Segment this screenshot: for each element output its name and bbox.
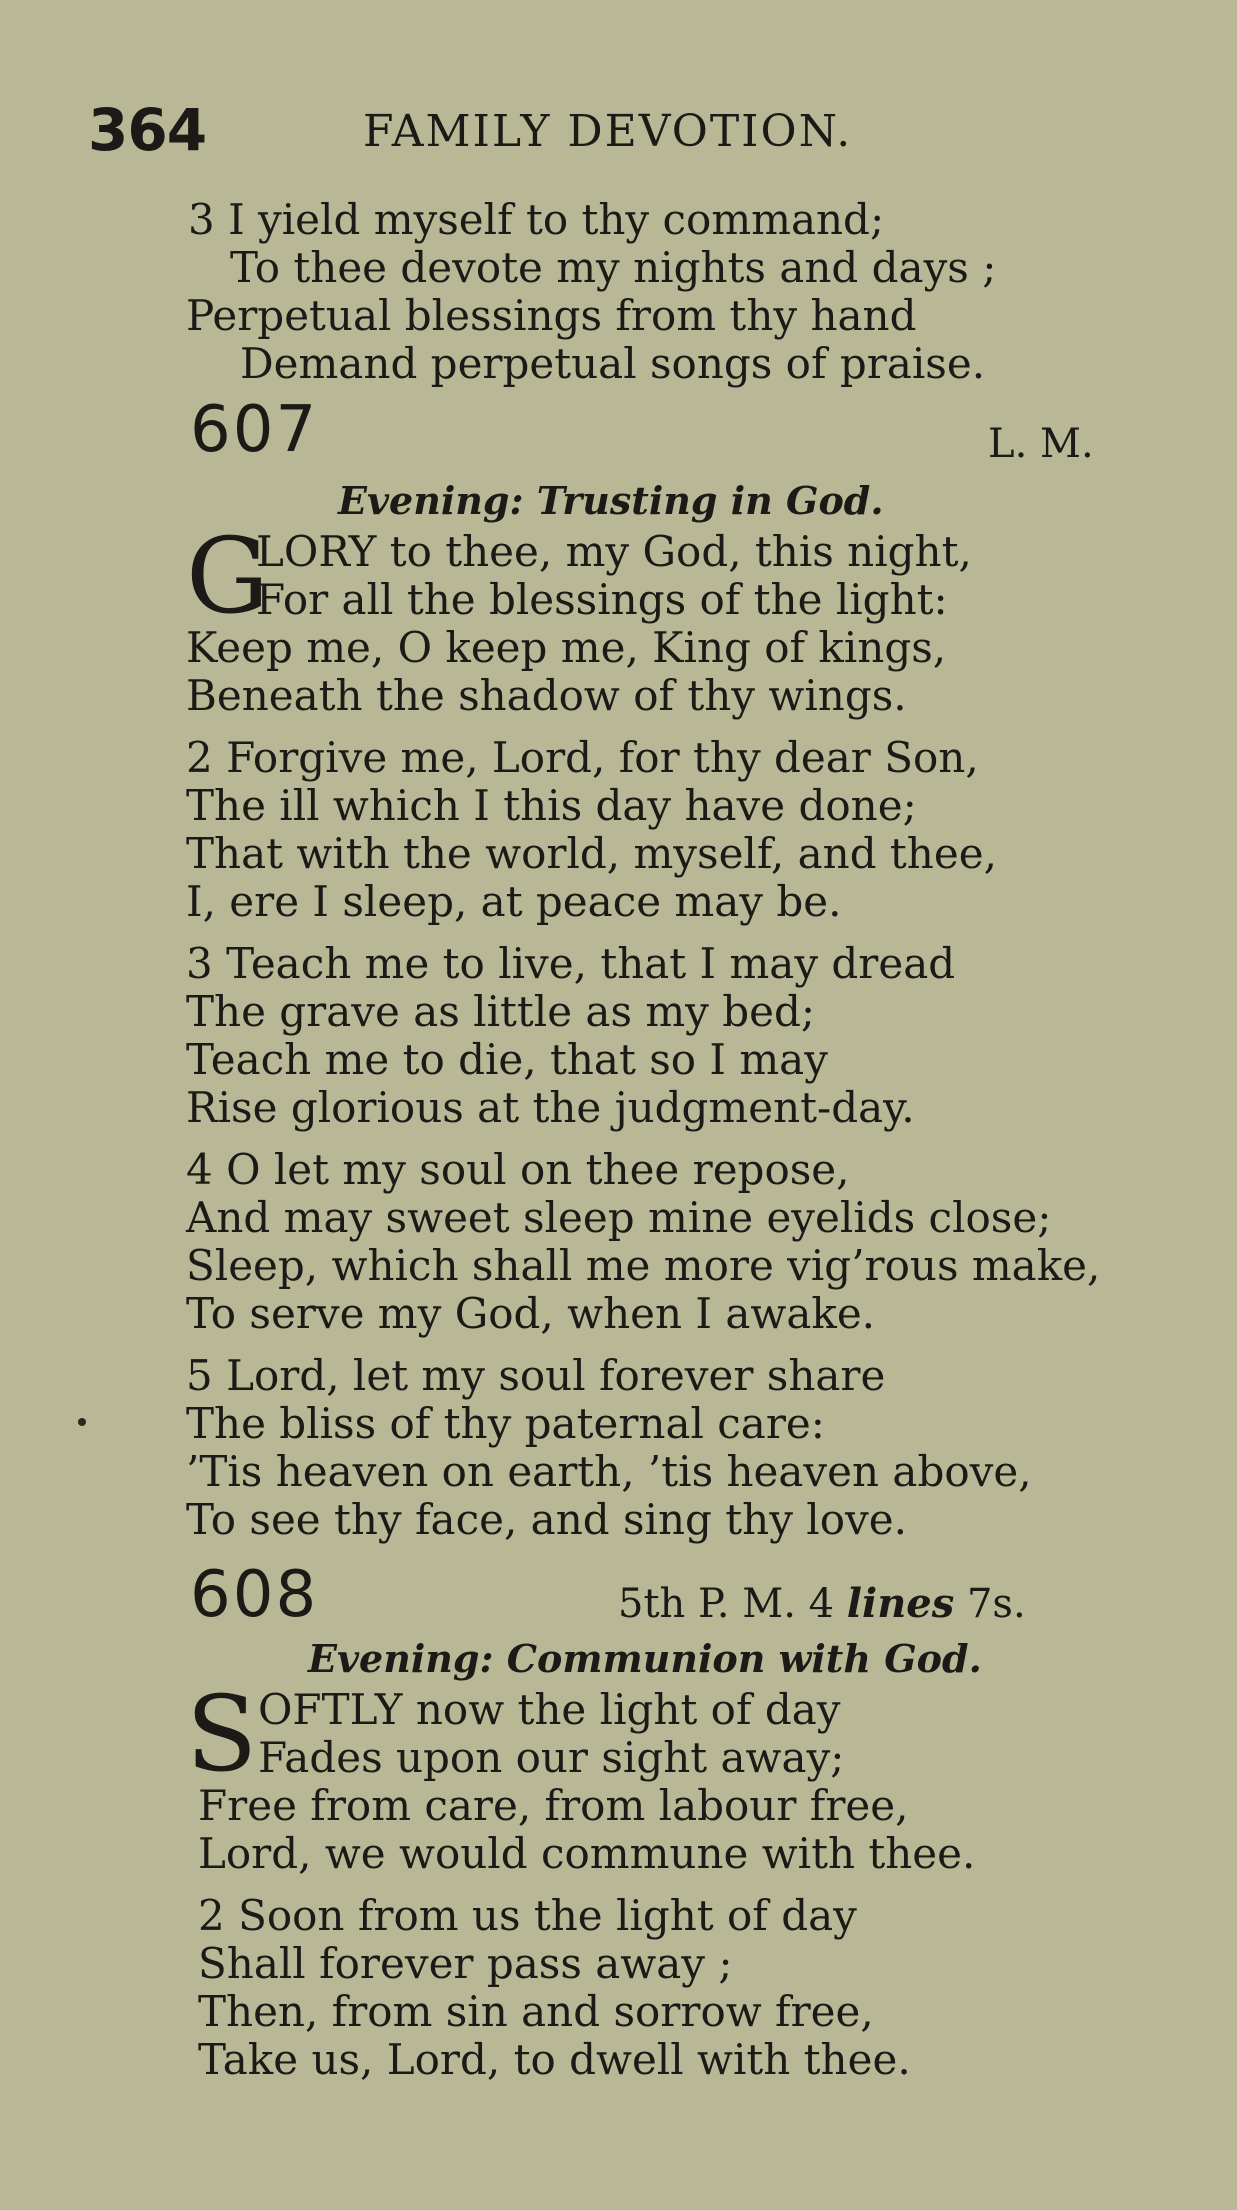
hymn-subtitle: Evening: Trusting in God. <box>338 478 884 523</box>
verse-line: The grave as little as my bed; <box>186 987 816 1036</box>
verse-line: For all the blessings of the light: <box>256 575 948 624</box>
verse-line: 2 Forgive me, Lord, for thy dear Son, <box>186 733 979 782</box>
hymn-number: 608 <box>190 1558 319 1632</box>
verse-line: 2 Soon from us the light of day <box>198 1891 857 1940</box>
verse-line: I, ere I sleep, at peace may be. <box>186 877 842 926</box>
page-header <box>88 96 1168 166</box>
verse-line: That with the world, myself, and thee, <box>186 829 997 878</box>
verse-line: And may sweet sleep mine eyelids close; <box>186 1193 1052 1242</box>
verse-line: Perpetual blessings from thy hand <box>186 291 917 340</box>
verse-line: To serve my God, when I awake. <box>186 1289 876 1338</box>
verse-line: Take us, Lord, to dwell with thee. <box>198 2035 911 2084</box>
verse-line: To thee devote my nights and days ; <box>230 243 997 292</box>
page-number: 364 <box>88 96 207 164</box>
verse-line: 5 Lord, let my soul forever share <box>186 1351 886 1400</box>
verse-line: 3 I yield myself to thy command; <box>188 195 885 244</box>
verse-line: Rise glorious at the judgment-day. <box>186 1083 915 1132</box>
verse-line: 3 Teach me to live, that I may dread <box>186 939 956 988</box>
verse-line: The ill which I this day have done; <box>186 781 917 830</box>
hymn-meter: L. M. <box>988 421 1094 467</box>
verse-line: OFTLY now the light of day <box>258 1685 841 1734</box>
verse-line: To see thy face, and sing thy love. <box>186 1495 907 1544</box>
hymn-subtitle: Evening: Communion with God. <box>308 1636 982 1681</box>
verse-line: Then, from sin and sorrow free, <box>198 1987 874 2036</box>
verse-line: LORY to thee, my God, this night, <box>256 527 972 576</box>
verse-line: Lord, we would commune with thee. <box>198 1829 976 1878</box>
verse-line: The bliss of thy paternal care: <box>186 1399 825 1448</box>
drop-cap-letter: S <box>186 1673 258 1795</box>
running-title: FAMILY DEVOTION. <box>363 106 853 157</box>
verse-line: Shall forever pass away ; <box>198 1939 733 1988</box>
verse-line: Demand perpetual songs of praise. <box>240 339 986 388</box>
verse-line: Keep me, O keep me, King of kings, <box>186 623 947 672</box>
meter-prefix: 5th P. M. 4 <box>618 1581 835 1627</box>
verse-line: Fades upon our sight away; <box>258 1733 845 1782</box>
hymn-meter <box>618 1580 1026 1628</box>
verse-line: Beneath the shadow of thy wings. <box>186 671 907 720</box>
hymn-number: 607 <box>190 393 319 467</box>
verse-line: Free from care, from labour free, <box>198 1781 909 1830</box>
drop-cap-letter: G <box>186 515 270 637</box>
verse-line: Sleep, which shall me more vig’rous make, <box>186 1241 1101 1290</box>
verse-line: Teach me to die, that so I may <box>186 1035 828 1084</box>
meter-lines: lines <box>846 1580 955 1627</box>
verse-line: 4 O let my soul on thee repose, <box>186 1145 850 1194</box>
meter-suffix: 7s. <box>966 1581 1026 1627</box>
verse-line: ’Tis heaven on earth, ’tis heaven above, <box>186 1447 1032 1496</box>
margin-speck <box>78 1418 86 1426</box>
